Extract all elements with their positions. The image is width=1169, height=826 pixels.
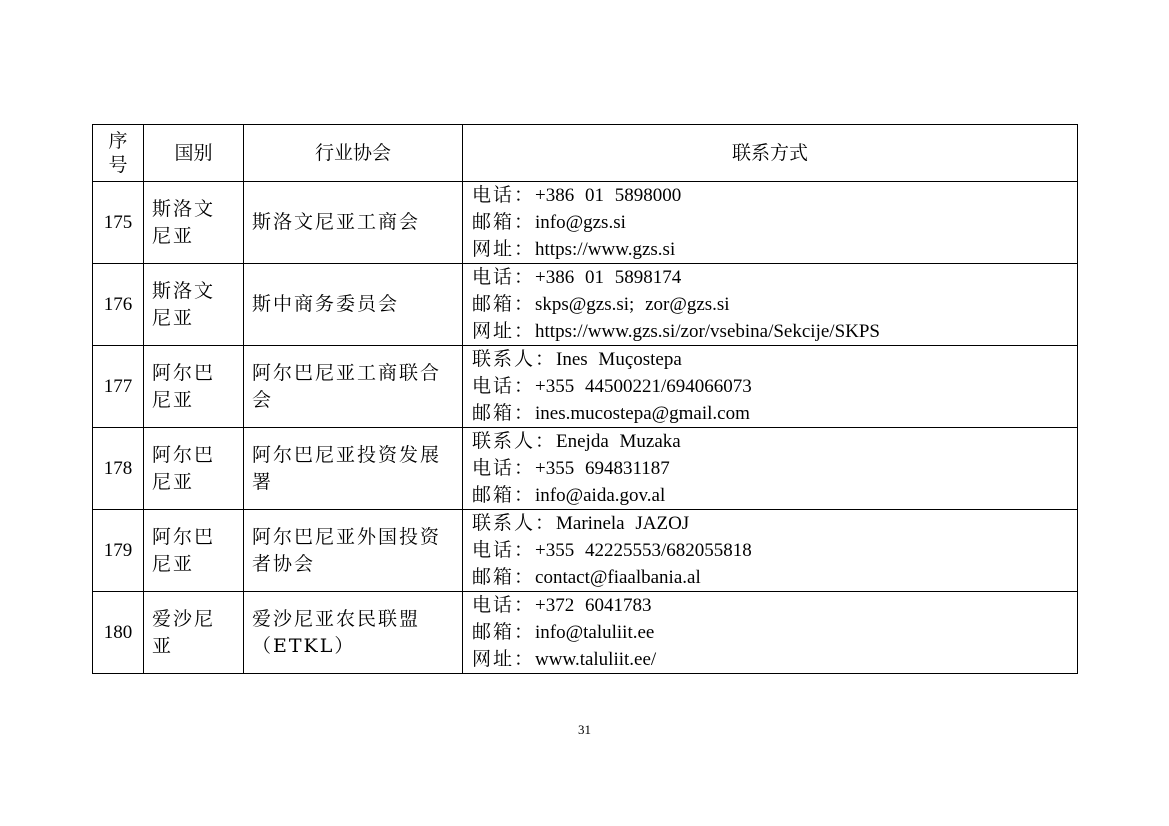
row-country: 斯洛文尼亚: [144, 182, 244, 264]
page-number: 31: [578, 722, 591, 737]
table-row: [93, 510, 1078, 592]
table-row: [93, 592, 1078, 674]
contact-label: 邮箱：: [472, 293, 536, 315]
contact-value: +386 01 5898174: [535, 267, 682, 288]
contact-value: +386 01 5898000: [535, 185, 682, 206]
row-index: 177: [93, 346, 144, 428]
row-association: 阿尔巴尼亚工商联合会: [244, 346, 463, 428]
contact-label: 电话：: [472, 184, 536, 206]
contact-value: Ines Muçostepa: [556, 349, 682, 370]
row-index: 178: [93, 428, 144, 510]
contact-value: contact@fiaalbania.al: [535, 567, 701, 588]
contact-label: 邮箱：: [472, 566, 536, 588]
contact-value: +372 6041783: [535, 595, 652, 616]
row-index: 180: [93, 592, 144, 674]
contact-line: [472, 236, 1068, 263]
table-row: [93, 264, 1078, 346]
contact-label: 电话：: [472, 375, 536, 397]
contact-value: Marinela JAZOJ: [556, 513, 690, 534]
contact-line: [472, 564, 1068, 591]
header-contact: 联系方式: [463, 125, 1078, 182]
table-header-row: [93, 125, 1078, 182]
contact-label: 网址：: [472, 238, 536, 260]
contact-line: [472, 346, 1068, 373]
contact-line: [472, 428, 1068, 455]
contact-label: 网址：: [472, 320, 536, 342]
row-contact: [463, 592, 1078, 674]
contact-line: [472, 592, 1068, 619]
contact-line: [472, 537, 1068, 564]
contact-label: 电话：: [472, 457, 536, 479]
contact-line: [472, 264, 1068, 291]
contact-value: info@taluliit.ee: [535, 622, 655, 643]
row-country: 斯洛文尼亚: [144, 264, 244, 346]
row-country: 阿尔巴尼亚: [144, 510, 244, 592]
table-row: [93, 182, 1078, 264]
row-contact: [463, 346, 1078, 428]
row-index: 179: [93, 510, 144, 592]
contact-label: 邮箱：: [472, 484, 536, 506]
contact-value: info@gzs.si: [535, 212, 626, 233]
row-contact: [463, 182, 1078, 264]
row-association: 阿尔巴尼亚投资发展署: [244, 428, 463, 510]
contact-label: 联系人：: [472, 512, 557, 534]
contact-label: 联系人：: [472, 348, 557, 370]
contact-line: [472, 209, 1068, 236]
contact-line: [472, 291, 1068, 318]
row-index: 175: [93, 182, 144, 264]
contact-label: 邮箱：: [472, 402, 536, 424]
contact-value: Enejda Muzaka: [556, 431, 681, 452]
header-index: 序号: [93, 125, 144, 182]
contact-value: https://www.gzs.si: [535, 239, 676, 260]
contact-line: [472, 373, 1068, 400]
contact-value: +355 44500221/694066073: [535, 376, 752, 397]
row-association: 斯中商务委员会: [244, 264, 463, 346]
contact-value: skps@gzs.si; zor@gzs.si: [535, 294, 730, 315]
contact-label: 邮箱：: [472, 621, 536, 643]
contact-value: +355 694831187: [535, 458, 670, 479]
contact-label: 联系人：: [472, 430, 557, 452]
row-contact: [463, 428, 1078, 510]
contact-label: 邮箱：: [472, 211, 536, 233]
row-index: 176: [93, 264, 144, 346]
row-country: 阿尔巴尼亚: [144, 346, 244, 428]
contact-line: [472, 400, 1068, 427]
header-association: 行业协会: [244, 125, 463, 182]
contact-value: www.taluliit.ee/: [535, 649, 657, 670]
contact-label: 电话：: [472, 266, 536, 288]
row-association: 爱沙尼亚农民联盟（ETKL）: [244, 592, 463, 674]
contact-label: 电话：: [472, 539, 536, 561]
contact-value: info@aida.gov.al: [535, 485, 666, 506]
row-country: 阿尔巴尼亚: [144, 428, 244, 510]
association-contact-table: [92, 124, 1078, 674]
contact-value: https://www.gzs.si/zor/vsebina/Sekcije/SKPS: [535, 321, 880, 342]
contact-value: ines.mucostepa@gmail.com: [535, 403, 750, 424]
table-row: [93, 346, 1078, 428]
contact-line: [472, 482, 1068, 509]
row-country: 爱沙尼亚: [144, 592, 244, 674]
row-association: 斯洛文尼亚工商会: [244, 182, 463, 264]
header-country: 国别: [144, 125, 244, 182]
row-association: 阿尔巴尼亚外国投资者协会: [244, 510, 463, 592]
table-row: [93, 428, 1078, 510]
row-contact: [463, 510, 1078, 592]
contact-line: [472, 619, 1068, 646]
contact-line: [472, 510, 1068, 537]
contact-label: 电话：: [472, 594, 536, 616]
table-body: [93, 182, 1078, 674]
row-contact: [463, 264, 1078, 346]
contact-line: [472, 455, 1068, 482]
contact-label: 网址：: [472, 648, 536, 670]
contact-line: [472, 182, 1068, 209]
contact-line: [472, 318, 1068, 345]
contact-line: [472, 646, 1068, 673]
contact-value: +355 42225553/682055818: [535, 540, 752, 561]
